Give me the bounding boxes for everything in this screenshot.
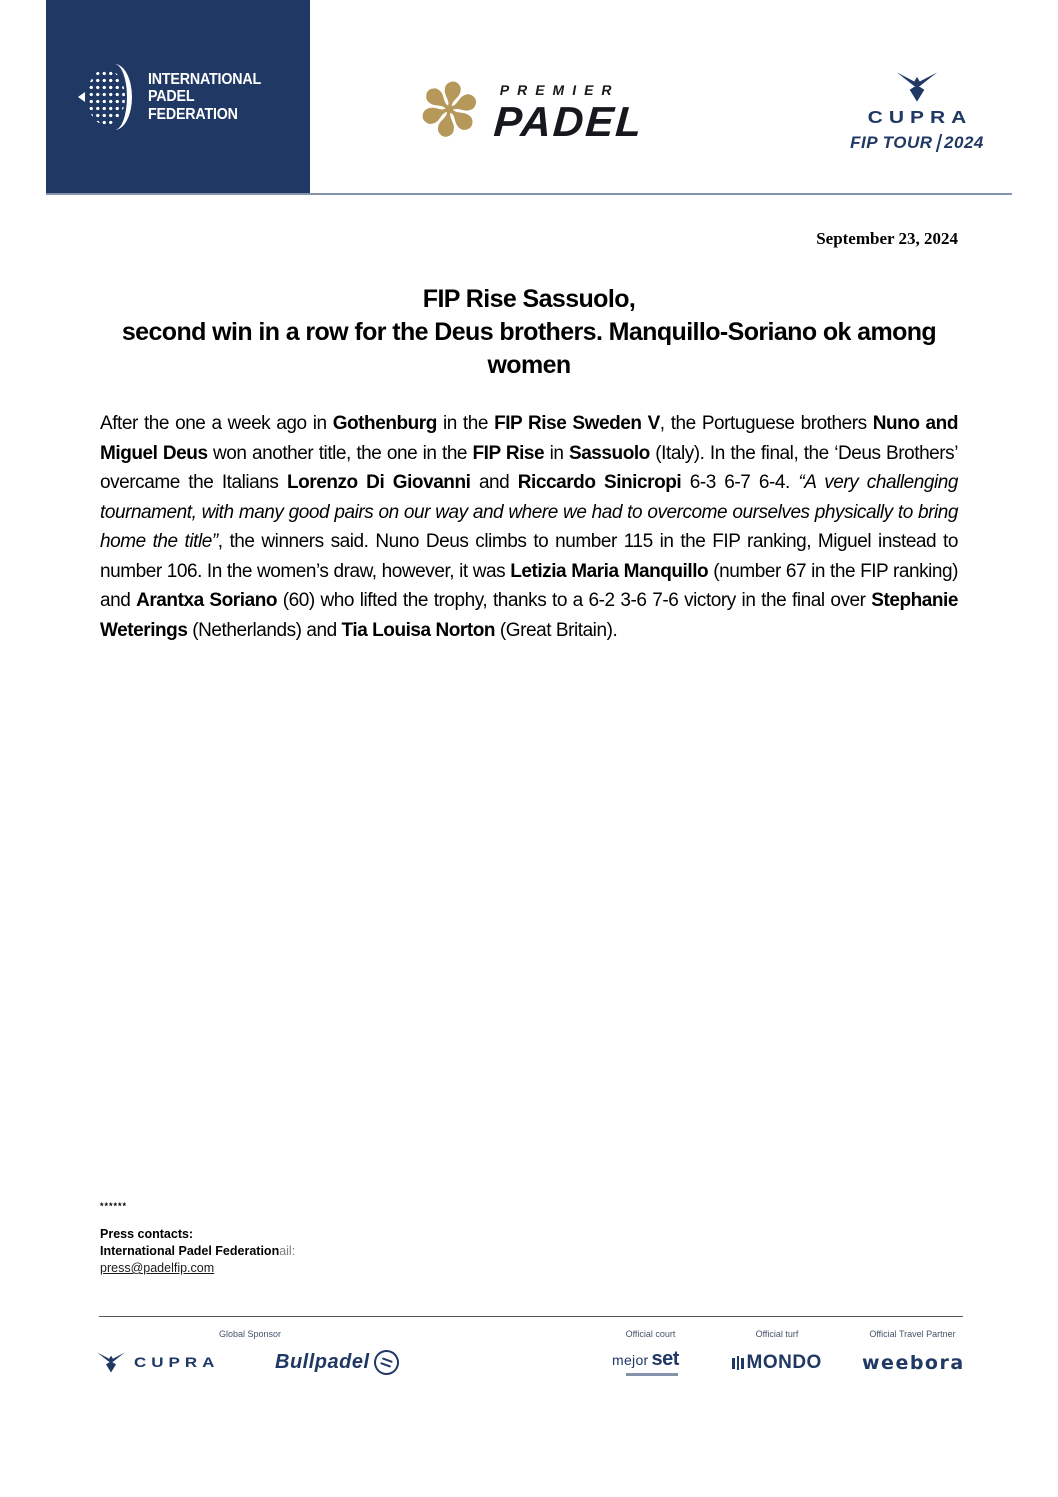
body-paragraph: After the one a week ago in Gothenburg in the FIP Rise Sweden V, the Portuguese brothers Nuno and Miguel Deus won another title, the one in the FIP Rise in Sassuolo (Italy). In the final, the ‘Deus Brothers’ overcame the Italians Lorenzo Di Giovanni and Riccardo Sinicropi 6-3 6-7 6-4. “A very challenging tournament, with many good pairs on our way and where we had to overcome ourselves physically to bring home the title”, the winners said. Nuno Deus climbs to number 115 in the FIP ranking, Miguel instead to number 106. In the women’s draw, however, it was Letizia Maria Manquillo (number 67 in the FIP ranking) and Arantxa Soriano (60) who lifted the trophy, thanks to a 6-2 3-6 7-6 victory in the final over Stephanie Weterings (Netherlands) and Tia Louisa Norton (Great Britain).: [100, 413, 958, 641]
org-suffix: ail:: [279, 1244, 296, 1258]
weebora-wordmark: weebora: [862, 1352, 965, 1374]
mejorset-logo: [612, 1348, 679, 1376]
ipf-line-2: PADEL: [148, 88, 195, 106]
cupra-wordmark: CUPRA: [867, 108, 973, 128]
ipf-logo-text: [148, 71, 261, 124]
bullpadel-circle-icon: [370, 1346, 402, 1378]
mejorset-tagline-bar: [626, 1373, 678, 1376]
cupra-sponsor-logo: [96, 1352, 219, 1373]
premier-padel-wordmark: [492, 82, 645, 145]
title-line-1: FIP Rise Sassuolo,: [422, 285, 636, 313]
official-turf-label: Official turf: [755, 1329, 799, 1339]
padel-word: PADEL: [492, 98, 645, 145]
mondo-logo: [732, 1352, 822, 1374]
press-contacts-org: [100, 1243, 295, 1260]
ipf-line-3: FEDERATION: [148, 105, 238, 123]
mejorset-word-1: mejor: [612, 1352, 649, 1368]
premier-padel-logo: [411, 64, 645, 157]
ipf-logo-icon: [85, 64, 137, 130]
ipf-arc-icon: [97, 64, 132, 130]
premier-word: PREMIER: [498, 82, 622, 98]
mondo-wordmark: MONDO: [746, 1352, 822, 1373]
mondo-bars-icon: [732, 1356, 744, 1370]
weebora-logo: [862, 1352, 965, 1374]
cupra-emblem-icon: [895, 72, 939, 102]
fip-tour-year: 2024: [944, 133, 984, 152]
document-date: September 23, 2024: [816, 229, 958, 248]
sponsors-divider: [99, 1316, 963, 1317]
ipf-line-1: INTERNATIONAL: [148, 70, 262, 88]
press-email-link[interactable]: press@padelfip.com: [100, 1261, 215, 1275]
page-title: [94, 283, 964, 382]
header-divider: [46, 193, 1012, 195]
bullpadel-logo: [275, 1350, 399, 1375]
press-contacts-block: [100, 1226, 295, 1277]
ipf-triangle-icon: [78, 92, 85, 102]
org-name: International Padel Federation: [100, 1244, 280, 1258]
fip-tour-divider: [935, 134, 941, 152]
premier-padel-flower-icon: ✽: [411, 64, 487, 157]
fip-tour-wordmark: [850, 133, 984, 153]
separator-asterisks: ******: [100, 1201, 128, 1211]
global-sponsor-label: Global Sponsor: [218, 1329, 282, 1339]
title-line-2: second win in a row for the Deus brothers. Manquillo-Soriano ok among women: [121, 318, 937, 379]
cupra-sponsor-wordmark: CUPRA: [134, 1354, 220, 1370]
fip-tour-text: FIP TOUR: [850, 133, 933, 152]
official-travel-partner-label: Official Travel Partner: [869, 1329, 956, 1339]
ipf-logo: [46, 0, 310, 194]
press-contacts-label: Press contacts:: [100, 1227, 194, 1241]
mejorset-word-2: set: [651, 1348, 679, 1370]
cupra-sponsor-emblem-icon: [96, 1352, 126, 1373]
bullpadel-wordmark: Bullpadel: [275, 1351, 370, 1373]
official-court-label: Official court: [625, 1329, 676, 1339]
cupra-fip-tour-logo: [842, 72, 992, 153]
